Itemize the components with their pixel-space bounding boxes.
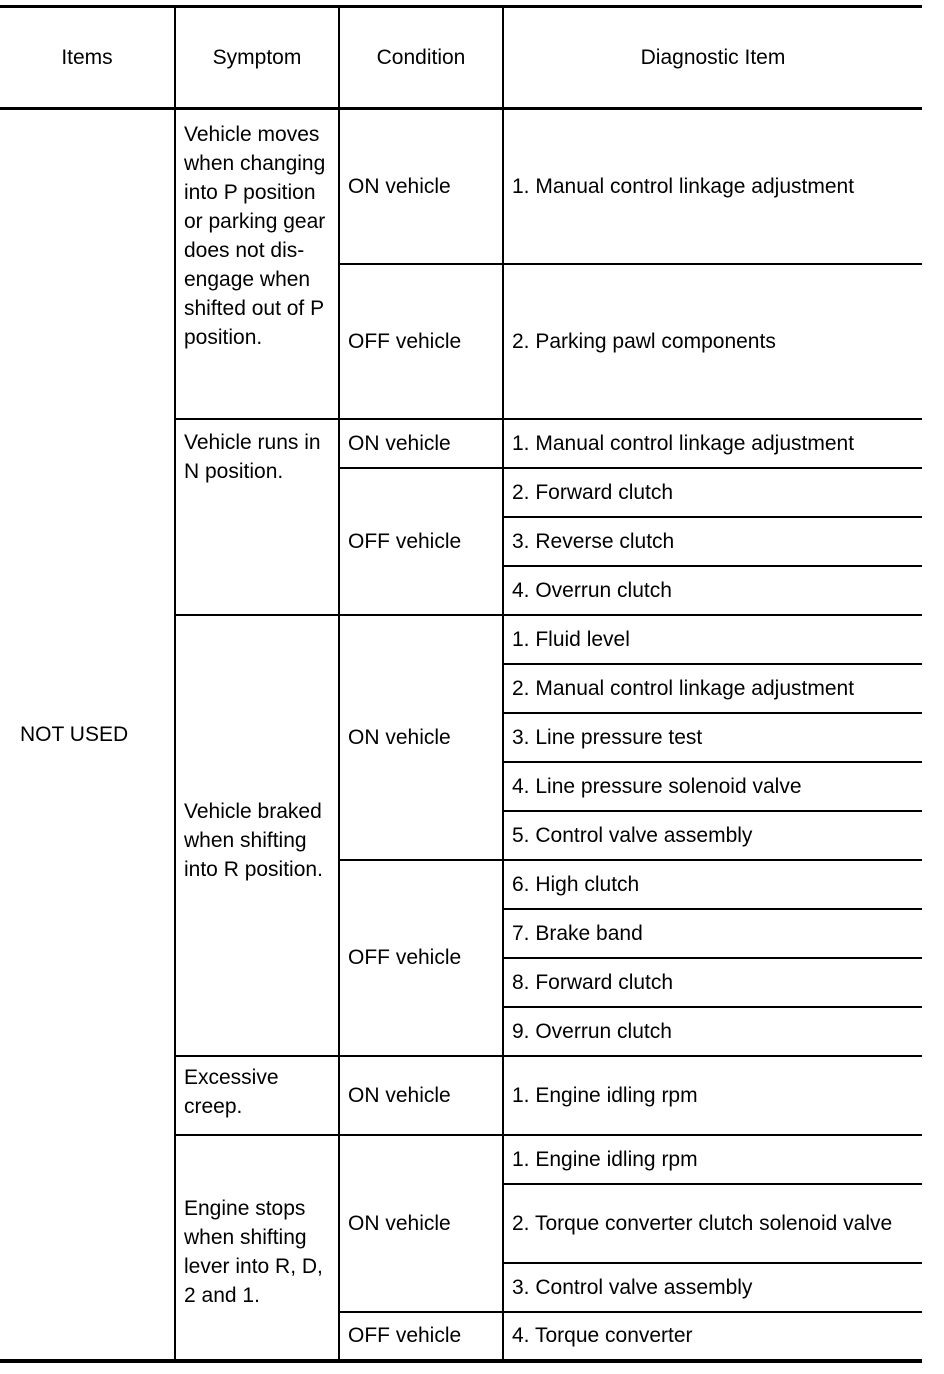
header-row bbox=[0, 7, 922, 109]
diagnostic-cell: 6. High clutch bbox=[503, 860, 922, 909]
diagnostic-cell: 1. Manual control linkage adjustment bbox=[503, 109, 922, 264]
diagnostic-cell: 8. Forward clutch bbox=[503, 958, 922, 1007]
header-symptom: Symptom bbox=[175, 7, 339, 109]
symptom-cell: Vehicle braked when shifting into R position. bbox=[175, 615, 339, 1056]
condition-cell: OFF vehicle bbox=[339, 468, 503, 615]
condition-cell: ON vehicle bbox=[339, 109, 503, 264]
diagnostic-cell: 3. Reverse clutch bbox=[503, 517, 922, 566]
header-items: Items bbox=[0, 7, 175, 109]
diagnostic-cell: 3. Control valve assembly bbox=[503, 1263, 922, 1312]
item-cell: NOT USED bbox=[0, 109, 175, 1361]
diagnostic-cell: 7. Brake band bbox=[503, 909, 922, 958]
diagnostic-cell: 1. Manual control linkage adjustment bbox=[503, 419, 922, 468]
diagnostic-cell: 4. Torque converter bbox=[512, 1324, 693, 1347]
symptom-cell: Engine stops when shifting lever into R, D, 2 and 1. bbox=[175, 1135, 339, 1361]
diagnostic-cell: 2. Manual control linkage adjustment bbox=[503, 664, 922, 713]
condition-cell: ON vehicle bbox=[339, 1056, 503, 1135]
condition-cell: ON vehicle bbox=[339, 419, 503, 468]
header-condition: Condition bbox=[339, 7, 503, 109]
diagnostic-table bbox=[0, 5, 922, 1363]
condition-cell: ON vehicle bbox=[339, 615, 503, 860]
symptom-cell: Vehicle moves when changing into P position or parking gear does not dis-engage when shifted out of P position. bbox=[175, 109, 339, 419]
diagnostic-cell: 3. Line pressure test bbox=[503, 713, 922, 762]
diagnostic-cell: 9. Overrun clutch bbox=[503, 1007, 922, 1056]
header-diagnostic-item: Diagnostic Item bbox=[640, 46, 786, 69]
diagnostic-cell: 1. Engine idling rpm bbox=[503, 1135, 922, 1184]
condition-cell: OFF vehicle bbox=[339, 1312, 503, 1361]
condition-cell: OFF vehicle bbox=[339, 860, 503, 1056]
diagnostic-cell: 4. Line pressure solenoid valve bbox=[503, 762, 922, 811]
symptom-cell: Vehicle runs in N position. bbox=[175, 419, 339, 615]
diagnostic-cell: 1. Engine idling rpm bbox=[503, 1056, 922, 1135]
diagnostic-cell: 2. Torque converter clutch solenoid valve bbox=[503, 1184, 922, 1263]
condition-cell: ON vehicle bbox=[339, 1135, 503, 1312]
symptom-cell: Excessive creep. bbox=[175, 1056, 339, 1135]
table-row bbox=[0, 109, 922, 264]
table-header bbox=[0, 7, 922, 109]
diagnostic-cell: 4. Overrun clutch bbox=[503, 566, 922, 615]
condition-cell: OFF vehicle bbox=[339, 264, 503, 419]
diagnostic-cell: 5. Control valve assembly bbox=[503, 811, 922, 860]
table-body bbox=[0, 109, 922, 1361]
diagnostic-cell: 1. Fluid level bbox=[503, 615, 922, 664]
diagnostic-cell: 2. Forward clutch bbox=[503, 468, 922, 517]
diagnostic-cell: 2. Parking pawl components bbox=[503, 264, 922, 419]
